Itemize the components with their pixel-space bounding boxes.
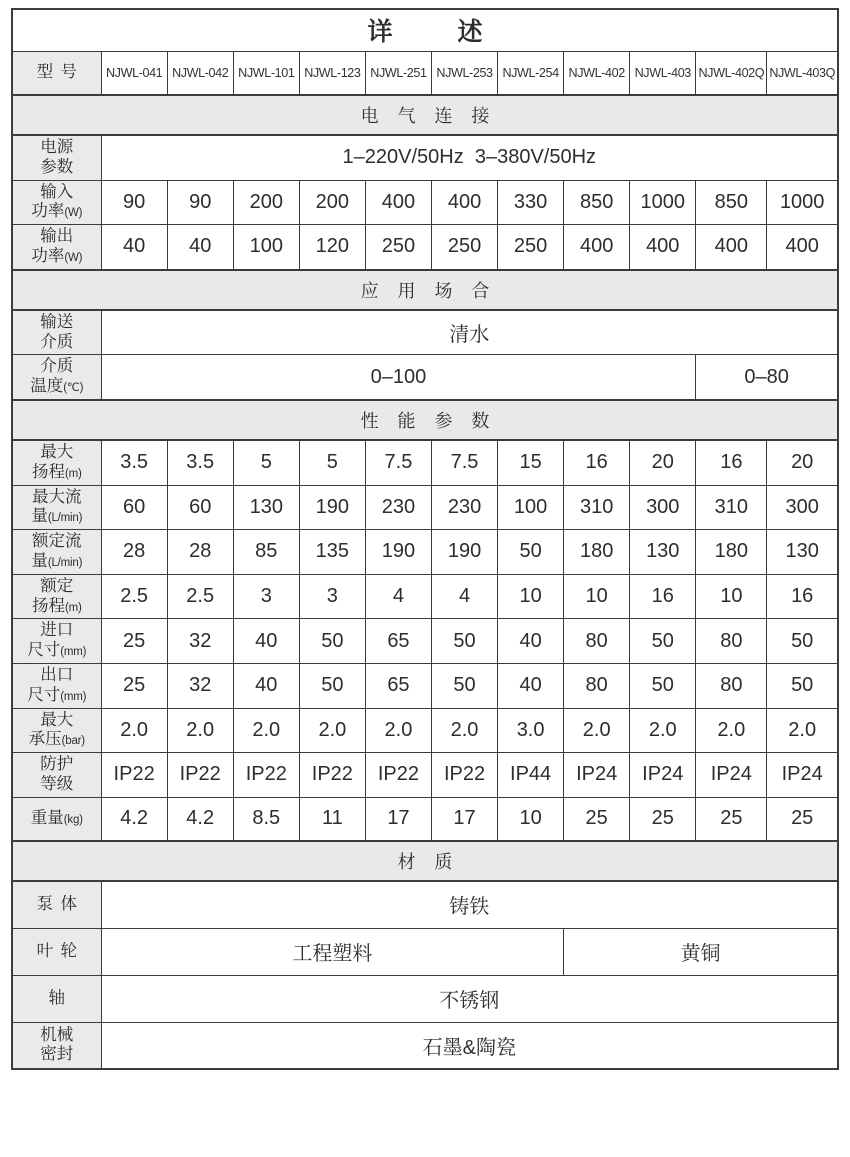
spec-value-cell: IP24 bbox=[630, 753, 696, 798]
spec-value-cell: 不锈钢 bbox=[101, 975, 838, 1022]
row-rated-flow bbox=[12, 530, 838, 575]
section-header bbox=[12, 270, 838, 310]
model-name-cell: NJWL-403 bbox=[630, 51, 696, 95]
spec-value-cell: 3.5 bbox=[101, 440, 167, 485]
spec-value-cell: 100 bbox=[233, 225, 299, 270]
spec-value-cell: 3 bbox=[299, 574, 365, 619]
spec-value-cell: 60 bbox=[101, 485, 167, 530]
spec-value-cell: 4 bbox=[431, 574, 497, 619]
row-medium bbox=[12, 310, 838, 355]
spec-value-cell: 工程塑料 bbox=[101, 928, 564, 975]
spec-value-cell: 2.0 bbox=[167, 708, 233, 753]
row-output-power bbox=[12, 225, 838, 270]
spec-value-cell: 80 bbox=[564, 619, 630, 664]
model-name-cell: NJWL-251 bbox=[365, 51, 431, 95]
spec-value-cell: 400 bbox=[767, 225, 838, 270]
spec-value-cell: 4 bbox=[365, 574, 431, 619]
spec-value-cell: 90 bbox=[101, 180, 167, 225]
spec-value-cell: 40 bbox=[167, 225, 233, 270]
spec-value-cell: 400 bbox=[431, 180, 497, 225]
spec-value-cell: 2.5 bbox=[167, 574, 233, 619]
spec-value-cell: IP22 bbox=[299, 753, 365, 798]
spec-value-cell: 2.0 bbox=[365, 708, 431, 753]
spec-value-cell: 850 bbox=[564, 180, 630, 225]
spec-value-cell: 80 bbox=[564, 663, 630, 708]
spec-value-cell: 32 bbox=[167, 663, 233, 708]
row-label-material-impeller: 叶轮 bbox=[12, 928, 101, 975]
spec-value-cell: 28 bbox=[101, 530, 167, 575]
spec-value-cell: 400 bbox=[365, 180, 431, 225]
row-label-material-mechanical-seal: 机械 密封 bbox=[12, 1022, 101, 1069]
spec-value-cell: 850 bbox=[696, 180, 767, 225]
spec-value-cell: 40 bbox=[498, 663, 564, 708]
spec-value-cell: 330 bbox=[498, 180, 564, 225]
spec-value-cell: 90 bbox=[167, 180, 233, 225]
spec-value-cell: 230 bbox=[365, 485, 431, 530]
row-section-electrical bbox=[12, 95, 838, 135]
spec-value-cell: 50 bbox=[498, 530, 564, 575]
spec-value-cell: 180 bbox=[564, 530, 630, 575]
spec-value-cell: 25 bbox=[101, 619, 167, 664]
row-label-max-head: 最大 扬程(m) bbox=[12, 440, 101, 485]
row-label-rated-head: 额定 扬程(m) bbox=[12, 574, 101, 619]
table-title-text: 详述 bbox=[367, 18, 548, 47]
row-label-input-power: 输入 功率(W) bbox=[12, 180, 101, 225]
spec-value-cell: 180 bbox=[696, 530, 767, 575]
spec-value-cell: 400 bbox=[564, 225, 630, 270]
row-label-outlet-size: 出口 尺寸(mm) bbox=[12, 663, 101, 708]
spec-value-cell: 1–220V/50Hz 3–380V/50Hz bbox=[101, 135, 838, 180]
spec-value-cell: 石墨&陶瓷 bbox=[101, 1022, 838, 1069]
spec-value-cell: 80 bbox=[696, 619, 767, 664]
spec-value-cell: IP22 bbox=[167, 753, 233, 798]
spec-value-cell: 2.0 bbox=[233, 708, 299, 753]
spec-value-cell: 130 bbox=[233, 485, 299, 530]
spec-value-cell: 40 bbox=[101, 225, 167, 270]
spec-value-cell: 3 bbox=[233, 574, 299, 619]
spec-value-cell: 2.0 bbox=[101, 708, 167, 753]
spec-value-cell: 50 bbox=[767, 663, 838, 708]
spec-value-cell: 20 bbox=[767, 440, 838, 485]
spec-value-cell: 10 bbox=[498, 574, 564, 619]
row-label-max-flow: 最大流 量(L/min) bbox=[12, 485, 101, 530]
spec-value-cell: 17 bbox=[365, 797, 431, 841]
spec-value-cell: 25 bbox=[767, 797, 838, 841]
spec-value-cell: 2.5 bbox=[101, 574, 167, 619]
spec-value-cell: 50 bbox=[299, 619, 365, 664]
spec-value-cell: 7.5 bbox=[431, 440, 497, 485]
row-section-material bbox=[12, 841, 838, 881]
spec-value-cell: 250 bbox=[365, 225, 431, 270]
row-label-medium: 输送 介质 bbox=[12, 310, 101, 355]
spec-value-cell: 400 bbox=[630, 225, 696, 270]
spec-value-cell: 230 bbox=[431, 485, 497, 530]
unit-label: (W) bbox=[64, 251, 83, 264]
spec-value-cell: 15 bbox=[498, 440, 564, 485]
spec-value-cell: 200 bbox=[233, 180, 299, 225]
spec-value-cell: 60 bbox=[167, 485, 233, 530]
spec-value-cell: 20 bbox=[630, 440, 696, 485]
spec-value-cell: 40 bbox=[233, 619, 299, 664]
row-label-material-shaft: 轴 bbox=[12, 975, 101, 1022]
spec-value-cell: 250 bbox=[498, 225, 564, 270]
row-label-rated-flow: 额定流 量(L/min) bbox=[12, 530, 101, 575]
spec-value-cell: 10 bbox=[498, 797, 564, 841]
spec-value-cell: 400 bbox=[696, 225, 767, 270]
spec-value-cell: 130 bbox=[630, 530, 696, 575]
table-title bbox=[12, 9, 838, 51]
spec-value-cell: 135 bbox=[299, 530, 365, 575]
row-max-flow bbox=[12, 485, 838, 530]
spec-value-cell: 清水 bbox=[101, 310, 838, 355]
unit-label: (mm) bbox=[60, 646, 87, 659]
model-name-cell: NJWL-042 bbox=[167, 51, 233, 95]
row-table-title-row bbox=[12, 9, 838, 51]
section-header bbox=[12, 95, 838, 135]
spec-value-cell: 4.2 bbox=[101, 797, 167, 841]
spec-value-cell: 300 bbox=[630, 485, 696, 530]
spec-value-cell: 3.0 bbox=[498, 708, 564, 753]
section-header-text: 电气连接 bbox=[360, 106, 509, 126]
spec-value-cell: 25 bbox=[101, 663, 167, 708]
spec-value-cell: 190 bbox=[431, 530, 497, 575]
spec-value-cell: 190 bbox=[299, 485, 365, 530]
spec-value-cell: 310 bbox=[696, 485, 767, 530]
spec-value-cell: 0–100 bbox=[101, 355, 696, 400]
spec-value-cell: 28 bbox=[167, 530, 233, 575]
row-inlet-size bbox=[12, 619, 838, 664]
row-material-shaft bbox=[12, 975, 838, 1022]
row-label-model-row: 型号 bbox=[12, 51, 101, 95]
row-label-power-supply: 电源 参数 bbox=[12, 135, 101, 180]
row-outlet-size bbox=[12, 663, 838, 708]
spec-value-cell: 50 bbox=[630, 619, 696, 664]
spec-value-cell: 50 bbox=[630, 663, 696, 708]
spec-value-cell: 310 bbox=[564, 485, 630, 530]
row-material-impeller bbox=[12, 928, 838, 975]
spec-value-cell: 32 bbox=[167, 619, 233, 664]
row-label-output-power: 输出 功率(W) bbox=[12, 225, 101, 270]
spec-value-cell: 40 bbox=[233, 663, 299, 708]
row-medium-temperature bbox=[12, 355, 838, 400]
spec-value-cell: 8.5 bbox=[233, 797, 299, 841]
unit-label: (L/min) bbox=[47, 556, 83, 569]
row-power-supply bbox=[12, 135, 838, 180]
unit-label: (bar) bbox=[61, 735, 85, 748]
spec-value-cell: 10 bbox=[564, 574, 630, 619]
spec-value-cell: 3.5 bbox=[167, 440, 233, 485]
model-name-cell: NJWL-123 bbox=[299, 51, 365, 95]
spec-value-cell: IP22 bbox=[101, 753, 167, 798]
spec-value-cell: IP22 bbox=[365, 753, 431, 798]
spec-value-cell: IP24 bbox=[767, 753, 838, 798]
spec-value-cell: 25 bbox=[696, 797, 767, 841]
spec-value-cell: IP22 bbox=[431, 753, 497, 798]
spec-value-cell: 2.0 bbox=[767, 708, 838, 753]
spec-value-cell: 2.0 bbox=[696, 708, 767, 753]
spec-value-cell: 50 bbox=[299, 663, 365, 708]
spec-value-cell: 50 bbox=[767, 619, 838, 664]
spec-value-cell: IP24 bbox=[696, 753, 767, 798]
spec-value-cell: 300 bbox=[767, 485, 838, 530]
section-header-text: 应用场合 bbox=[360, 280, 509, 301]
spec-value-cell: IP24 bbox=[564, 753, 630, 798]
spec-value-cell: IP22 bbox=[233, 753, 299, 798]
row-label-max-pressure: 最大 承压(bar) bbox=[12, 708, 101, 753]
row-label-inlet-size: 进口 尺寸(mm) bbox=[12, 619, 101, 664]
spec-value-cell: 50 bbox=[431, 619, 497, 664]
row-rated-head bbox=[12, 574, 838, 619]
spec-value-cell: 40 bbox=[498, 619, 564, 664]
spec-value-cell: 80 bbox=[696, 663, 767, 708]
spec-value-cell: IP44 bbox=[498, 753, 564, 798]
row-material-mechanical-seal bbox=[12, 1022, 838, 1069]
unit-label: (℃) bbox=[63, 382, 84, 395]
spec-value-cell: 1000 bbox=[767, 180, 838, 225]
spec-value-cell: 1000 bbox=[630, 180, 696, 225]
row-max-head bbox=[12, 440, 838, 485]
spec-value-cell: 7.5 bbox=[365, 440, 431, 485]
spec-value-cell: 190 bbox=[365, 530, 431, 575]
spec-value-cell: 25 bbox=[630, 797, 696, 841]
spec-value-cell: 5 bbox=[299, 440, 365, 485]
spec-value-cell: 4.2 bbox=[167, 797, 233, 841]
spec-value-cell: 2.0 bbox=[431, 708, 497, 753]
spec-value-cell: 2.0 bbox=[630, 708, 696, 753]
spec-value-cell: 65 bbox=[365, 619, 431, 664]
row-label-weight: 重量(kg) bbox=[12, 797, 101, 841]
spec-value-cell: 2.0 bbox=[299, 708, 365, 753]
spec-value-cell: 黄铜 bbox=[564, 928, 838, 975]
model-name-cell: NJWL-402 bbox=[564, 51, 630, 95]
model-name-cell: NJWL-253 bbox=[431, 51, 497, 95]
spec-value-cell: 17 bbox=[431, 797, 497, 841]
spec-value-cell: 130 bbox=[767, 530, 838, 575]
spec-value-cell: 16 bbox=[630, 574, 696, 619]
spec-value-cell: 0–80 bbox=[696, 355, 838, 400]
section-header bbox=[12, 841, 838, 881]
spec-value-cell: 50 bbox=[431, 663, 497, 708]
model-name-cell: NJWL-254 bbox=[498, 51, 564, 95]
spec-value-cell: 铸铁 bbox=[101, 881, 838, 928]
model-name-cell: NJWL-041 bbox=[101, 51, 167, 95]
spec-value-cell: 2.0 bbox=[564, 708, 630, 753]
unit-label: (W) bbox=[64, 207, 83, 220]
spec-value-cell: 85 bbox=[233, 530, 299, 575]
unit-label: (m) bbox=[64, 601, 82, 614]
spec-value-cell: 11 bbox=[299, 797, 365, 841]
spec-value-cell: 250 bbox=[431, 225, 497, 270]
model-name-cell: NJWL-101 bbox=[233, 51, 299, 95]
row-weight bbox=[12, 797, 838, 841]
section-header bbox=[12, 400, 838, 440]
unit-label: (kg) bbox=[63, 814, 83, 827]
spec-value-cell: 25 bbox=[564, 797, 630, 841]
spec-value-cell: 100 bbox=[498, 485, 564, 530]
unit-label: (m) bbox=[64, 467, 82, 480]
spec-value-cell: 16 bbox=[564, 440, 630, 485]
spec-value-cell: 10 bbox=[696, 574, 767, 619]
spec-value-cell: 16 bbox=[696, 440, 767, 485]
section-header-text: 性能参数 bbox=[360, 410, 509, 431]
model-name-cell: NJWL-403Q bbox=[767, 51, 838, 95]
model-name-cell: NJWL-402Q bbox=[696, 51, 767, 95]
spec-value-cell: 65 bbox=[365, 663, 431, 708]
row-input-power bbox=[12, 180, 838, 225]
spec-value-cell: 200 bbox=[299, 180, 365, 225]
row-label-material-pump-body: 泵体 bbox=[12, 881, 101, 928]
row-material-pump-body bbox=[12, 881, 838, 928]
spec-table bbox=[11, 8, 839, 1070]
row-section-application bbox=[12, 270, 838, 310]
row-label-protection-class: 防护 等级 bbox=[12, 753, 101, 798]
row-max-pressure bbox=[12, 708, 838, 753]
row-label-medium-temperature: 介质 温度(℃) bbox=[12, 355, 101, 400]
unit-label: (mm) bbox=[60, 690, 87, 703]
row-model-row bbox=[12, 51, 838, 95]
spec-value-cell: 16 bbox=[767, 574, 838, 619]
row-section-performance bbox=[12, 400, 838, 440]
section-header-text: 材质 bbox=[397, 852, 472, 873]
row-protection-class bbox=[12, 753, 838, 798]
unit-label: (L/min) bbox=[47, 512, 83, 525]
spec-value-cell: 5 bbox=[233, 440, 299, 485]
spec-value-cell: 120 bbox=[299, 225, 365, 270]
